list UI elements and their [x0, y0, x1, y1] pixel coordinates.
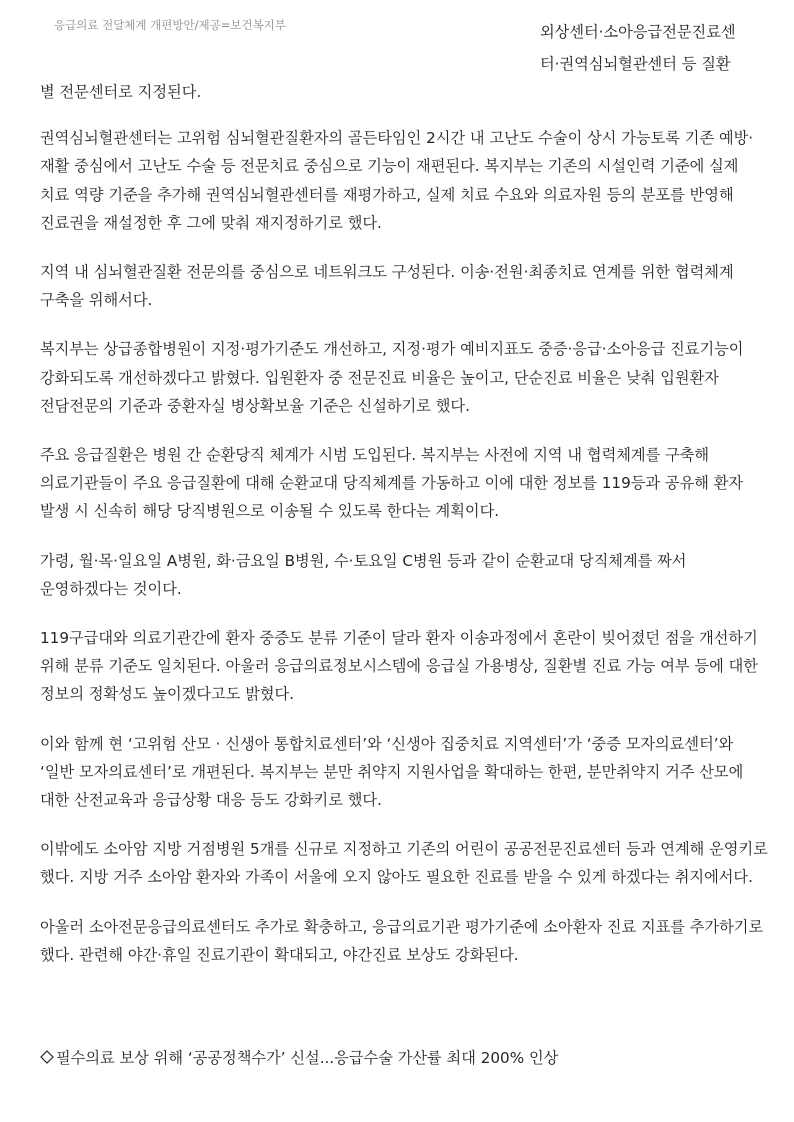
paragraph-continuation: 별 전문센터로 지정된다.: [40, 83, 202, 101]
photo-caption: 응급의료 전달체계 개편방안/제공=보건복지부: [54, 18, 286, 32]
paragraph: 이와 함께 현 ‘고위험 산모 · 신생아 통합치료센터’와 ‘신생아 집중치료 지역센터’가 ‘중증 모자의료센터’와 ‘일반 모자의료센터’로 개편된다. 복지부는 분만 취약지 지원사업을 확대하는 한편, 분만취약지 거주 산모에 대한 산전교육과 응급상황 대응 등도 강화키로 했다.: [40, 734, 744, 810]
continued-text-line-2: 터·권역심뇌혈관센터 등 질환: [540, 55, 731, 73]
paragraph: 복지부는 상급종합병원이 지정·평가기준도 개선하고, 지정·평가 예비지표도 중증·응급·소아응급 진료기능이 강화되도록 개선하겠다고 밝혔다. 입원환자 중 전문진료 비율은 높이고, 단순진료 비율은 낮춰 입원환자 전담전문의 기준과 중환자실 병상확보율 기준은 신설하기로 했다.: [40, 340, 744, 415]
paragraph: 아울러 소아전문응급의료센터도 추가로 확충하고, 응급의료기관 평가기준에 소아환자 진료 지표를 추가하기로 했다. 관련해 야간·휴일 진료기관이 확대되고, 야간진료 보상도 강화된다.: [40, 917, 764, 964]
paragraph: 가령, 월·목·일요일 A병원, 화·금요일 B병원, 수·토요일 C병원 등과 같이 순환교대 당직체계를 짜서 운영하겠다는 것이다.: [40, 551, 687, 598]
section-subheading-text: 필수의료 보상 위해 ‘공공정책수가’ 신설...응급수술 가산률 최대 200% 인상: [56, 1049, 559, 1067]
paragraph: 주요 응급질환은 병원 간 순환당직 체계가 시범 도입된다. 복지부는 사전에 지역 내 협력체계를 구축해 의료기관들이 주요 응급질환에 대해 순환교대 당직체계를 가동하고 이에 대한 정보를 119등과 공유해 환자 발생 시 신속히 해당 당직병원으로 이송될 수 있도록 한다는 계획이다.: [40, 446, 744, 521]
continued-text-block: [540, 16, 780, 80]
section-subheading: [40, 1044, 558, 1072]
paragraph: 지역 내 심뇌혈관질환 전문의를 중심으로 네트워크도 구성된다. 이송·전원·최종치료 연계를 위한 협력체계 구축을 위해서다.: [40, 263, 734, 310]
article-body: [40, 78, 770, 969]
paragraph: 권역심뇌혈관센터는 고위험 심뇌혈관질환자의 골든타임인 2시간 내 고난도 수술이 상시 가능토록 기존 예방·재활 중심에서 고난도 수술 등 전문치료 중심으로 기능이 재편된다. 복지부는 기존의 시설인력 기준에 실제 치료 역량 기준을 추가해 권역심뇌혈관센터를 재평가하고, 실제 치료 수요와 의료자원 등의 분포를 반영해 진료권을 재설정한 후 그에 맞춰 재지정하기로 했다.: [40, 129, 754, 232]
paragraph: 119구급대와 의료기관간에 환자 중증도 분류 기준이 달라 환자 이송과정에서 혼란이 빚어졌던 점을 개선하기 위해 분류 기준도 일치된다. 아울러 응급의료정보시스템에 응급실 가용병상, 질환별 진료 가능 여부 등에 대한 정보의 정확성도 높이겠다고도 밝혔다.: [40, 629, 758, 704]
paragraph: 이밖에도 소아암 지방 거점병원 5개를 신규로 지정하고 기존의 어린이 공공전문진료센터 등과 연계해 운영키로 했다. 지방 거주 소아암 환자와 가족이 서울에 오지 않아도 필요한 진료를 받을 수 있게 하겠다는 취지에서다.: [40, 840, 768, 887]
continued-text-line-1: 외상센터·소아응급전문진료센: [540, 23, 736, 41]
diamond-outline-icon: [40, 1050, 54, 1064]
